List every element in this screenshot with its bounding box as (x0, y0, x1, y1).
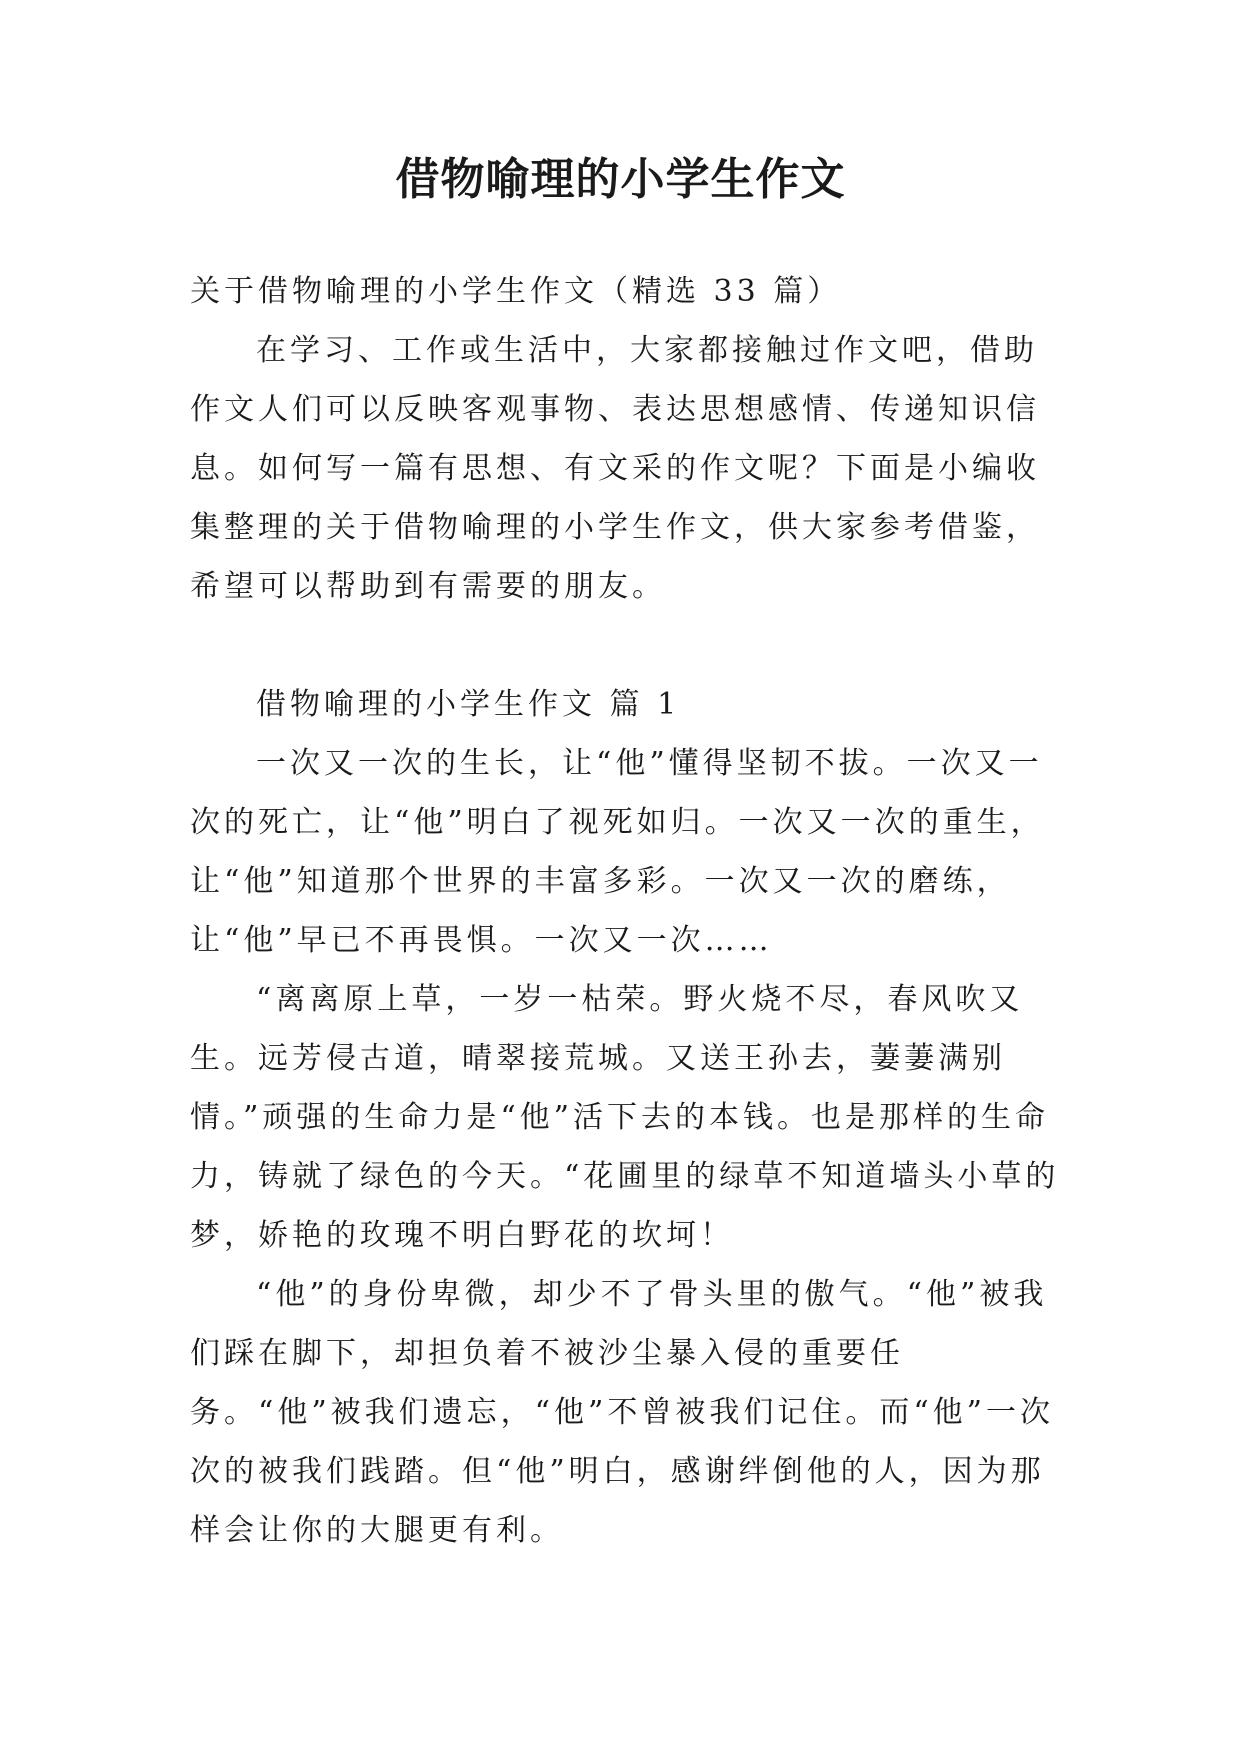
section-heading: 借物喻理的小学生作文 篇 1 (256, 687, 681, 722)
document-title: 借物喻理的小学生作文 (395, 154, 846, 205)
intro-paragraph: 在学习、工作或生活中，大家都接触过作文吧，借助作文人们可以反映客观事物、表达思想感情、传递知识信息。如何写一篇有思想、有文采的作文呢？下面是小编收集整理的关于借物喻理的小学生作文，供大家参考借鉴，希望可以帮助到有需要的朋友。 (190, 333, 1040, 604)
section-spacer (190, 616, 1070, 675)
body-paragraph: “离离原上草，一岁一枯荣。野火烧不尽，春风吹又生。远芳侵古道，晴翠接荒城。又送王孙去，萋萋满别情。”顽强的生命力是“他”活下去的本钱。也是那样的生命力，铸就了绿色的今天。“花圃里的绿草不知道墙头小草的梦，娇艳的玫瑰不明白野花的坎坷！ (190, 982, 1060, 1253)
document-body (190, 262, 1070, 1560)
body-paragraph: 一次又一次的生长，让“他”懂得坚韧不拔。一次又一次的死亡，让“他”明白了视死如归。一次又一次的重生，让“他”知道那个世界的丰富多彩。一次又一次的磨练，让“他”早已不再畏惧。一次又一次…… (190, 746, 1045, 958)
document-subtitle: 关于借物喻理的小学生作文（精选 33 篇） (190, 274, 842, 309)
body-paragraph: “他”的身份卑微，却少不了骨头里的傲气。“他”被我们踩在脚下，却担负着不被沙尘暴入侵的重要任务。“他”被我们遗忘，“他”不曾被我们记住。而“他”一次次的被我们践踏。但“他”明白，感谢绊倒他的人，因为那样会让你的大腿更有利。 (190, 1277, 1055, 1548)
